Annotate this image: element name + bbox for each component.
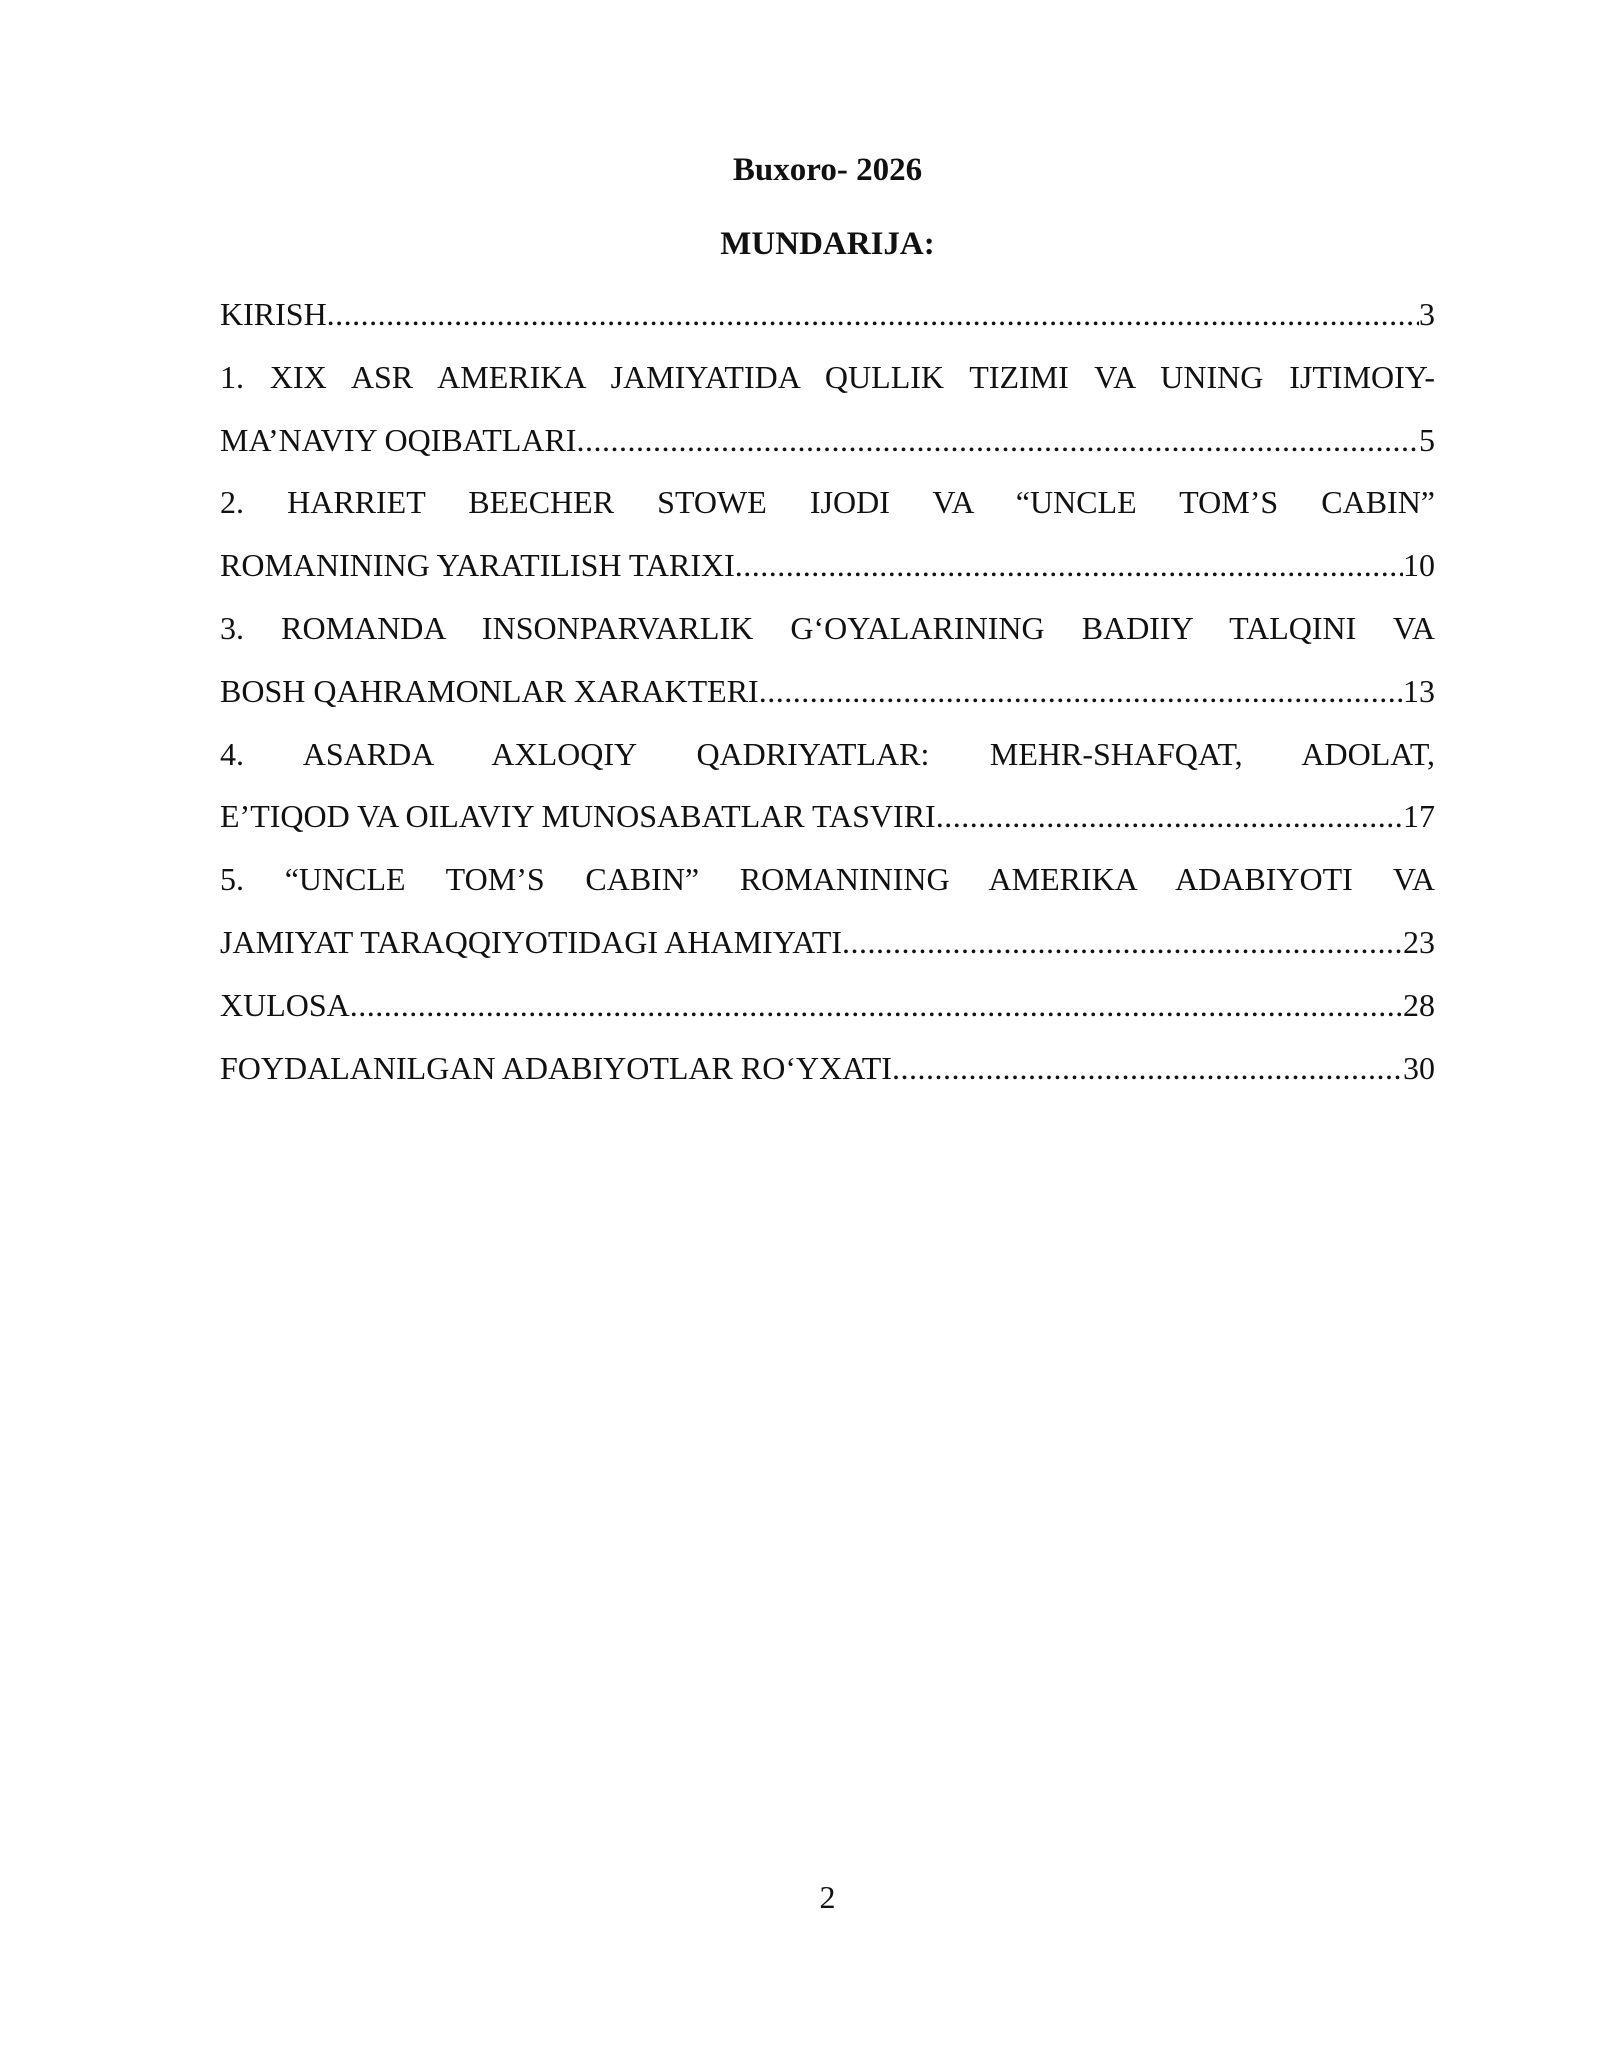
toc-entry-line (220, 409, 1435, 472)
toc-page-number: 28 (1403, 986, 1435, 1023)
toc-entry-label: ROMANINING YARATILISH TARIXI (220, 547, 735, 584)
dot-leader (936, 785, 1403, 848)
toc-page-number: 17 (1403, 798, 1435, 835)
toc-entry-chapter-1[interactable] (220, 346, 1435, 472)
toc-page-number: 3 (1419, 296, 1435, 332)
toc-entry-line (220, 283, 1435, 346)
place-year-heading: Buxoro- 2026 (732, 152, 923, 188)
toc-entry-line (220, 911, 1435, 974)
dot-leader (327, 283, 1419, 346)
toc-entry-label: XULOSA (220, 986, 350, 1023)
toc-entry-line (220, 785, 1435, 848)
toc-entry-label: BOSH QAHRAMONLAR XARAKTERI (220, 672, 759, 709)
toc-entry-label: JAMIYAT TARAQQIYOTIDAGI AHAMIYATI (220, 923, 843, 960)
toc-entry-line (220, 534, 1435, 597)
toc-entry-label: MA’NAVIY OQIBATLARI (220, 421, 577, 458)
toc-entry-line: 5. “UNCLE TOM’S CABIN” ROMANINING AMERIKA ADABIYOTI VA (220, 861, 1435, 898)
toc-page-number: 23 (1403, 923, 1435, 960)
toc-entry-line: 1. XIX ASR AMERIKA JAMIYATIDA QULLIK TIZIMI VA UNING IJTIMOIY- (220, 358, 1435, 395)
toc-entry-chapter-4[interactable] (220, 723, 1435, 849)
dot-leader (350, 974, 1403, 1037)
table-of-contents (220, 283, 1435, 1099)
dot-leader (576, 409, 1419, 472)
toc-page-number: 5 (1419, 421, 1435, 458)
toc-page-number: 13 (1403, 672, 1435, 709)
toc-entry-chapter-3[interactable] (220, 597, 1435, 723)
toc-entry-chapter-2[interactable] (220, 471, 1435, 597)
page-number: 2 (819, 1879, 836, 1915)
toc-entry-kirish[interactable] (220, 283, 1435, 346)
toc-entry-references[interactable] (220, 1037, 1435, 1100)
toc-entry-line: 2. HARRIET BEECHER STOWE IJODI VA “UNCLE TOM’S CABIN” (220, 484, 1435, 521)
dot-leader (842, 911, 1403, 974)
toc-entry-line: 3. ROMANDA INSONPARVARLIK G‘OYALARINING BADIIY TALQINI VA (220, 609, 1435, 646)
toc-entry-line: 4. ASARDA AXLOQIY QADRIYATLAR: MEHR-SHAFQAT, ADOLAT, (220, 735, 1435, 772)
toc-page-number: 10 (1403, 547, 1435, 584)
dot-leader (759, 660, 1403, 723)
toc-entry-label: KIRISH (220, 296, 327, 332)
toc-entry-line (220, 974, 1435, 1037)
toc-title: MUNDARIJA: (720, 226, 935, 262)
toc-entry-line (220, 1037, 1435, 1100)
toc-entry-line (220, 660, 1435, 723)
toc-entry-label: FOYDALANILGAN ADABIYOTLAR RO‘YXATI (220, 1049, 892, 1086)
dot-leader (892, 1037, 1403, 1100)
toc-entry-chapter-5[interactable] (220, 848, 1435, 974)
dot-leader (735, 534, 1403, 597)
toc-entry-label: E’TIQOD VA OILAVIY MUNOSABATLAR TASVIRI (220, 798, 936, 835)
toc-page-number: 30 (1403, 1049, 1435, 1086)
toc-entry-xulosa[interactable] (220, 974, 1435, 1037)
